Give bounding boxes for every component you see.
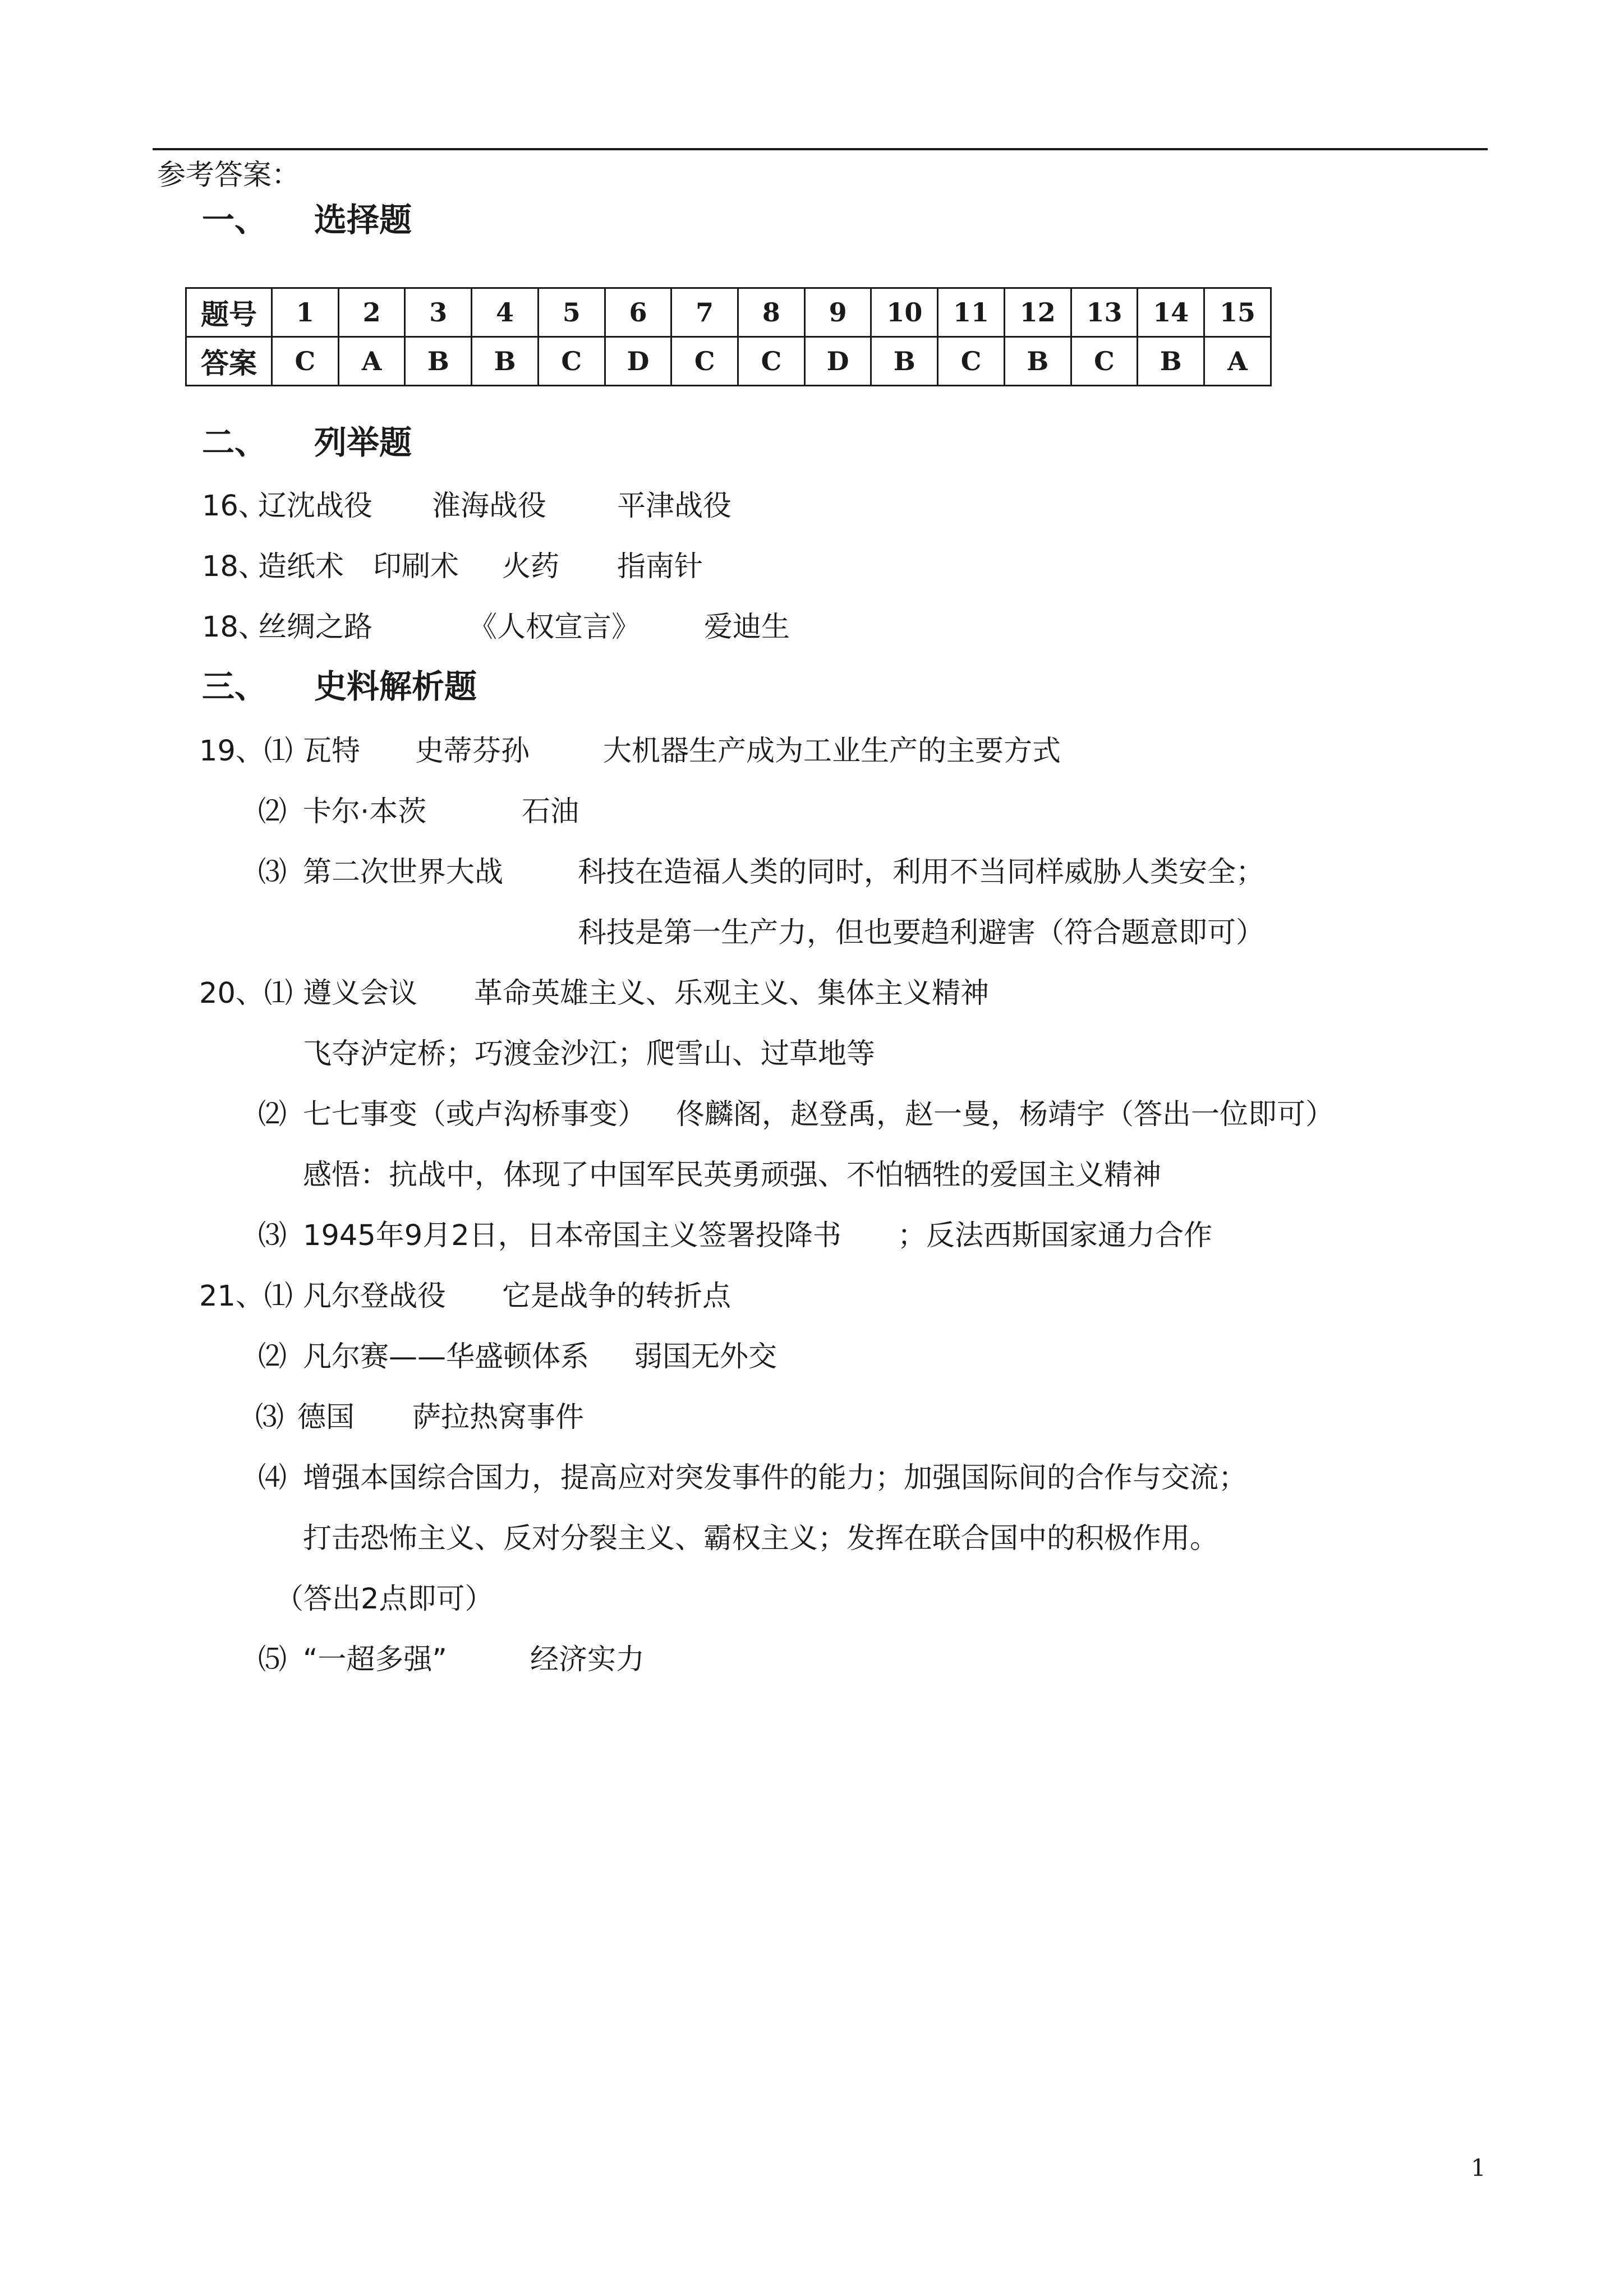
table-cell: C xyxy=(538,337,605,386)
table-cell: 7 xyxy=(671,288,738,337)
table-cell: B xyxy=(472,337,539,386)
section-2-number: 二、 xyxy=(202,423,268,462)
list-item-16-prefix: 16、 xyxy=(202,490,267,523)
q19-2-answer-b: 石油 xyxy=(522,795,579,828)
table-cell: B xyxy=(1004,337,1071,386)
table-cell: 2 xyxy=(338,288,405,337)
list-item-18-prefix: 18、 xyxy=(202,550,267,583)
q19-1-answer-b: 史蒂芬孙 xyxy=(415,735,530,768)
table-cell: 1 xyxy=(272,288,339,337)
q21-4-answer-a: 增强本国综合国力，提高应对突发事件的能力；加强国际间的合作与交流； xyxy=(303,1461,1248,1495)
q19-1-answer-a: 瓦特 xyxy=(303,735,361,768)
q20-1-label: 20、⑴ xyxy=(199,977,293,1010)
q19-1-label: 19、⑴ xyxy=(199,735,293,768)
q21-2-label: ⑵ xyxy=(258,1340,287,1373)
table-cell: D xyxy=(605,337,671,386)
q21-2-answer-b: 弱国无外交 xyxy=(634,1340,778,1373)
table-cell: A xyxy=(1204,337,1271,386)
q21-4-note: （答出2点即可） xyxy=(275,1583,494,1616)
q21-3-label: ⑶ xyxy=(255,1401,284,1434)
header-rule xyxy=(153,148,1488,150)
q19-1-answer-c: 大机器生产成为工业生产的主要方式 xyxy=(603,735,1061,768)
list-item: 淮海战役 xyxy=(432,490,547,523)
table-cell: B xyxy=(405,337,472,386)
table-cell: 5 xyxy=(538,288,605,337)
q19-3-answer-b: 科技在造福人类的同时，利用不当同样威胁人类安全； xyxy=(578,856,1265,889)
table-cell: C xyxy=(938,337,1005,386)
table-cell: C xyxy=(1071,337,1138,386)
table-cell: C xyxy=(738,337,805,386)
table-cell: 14 xyxy=(1138,288,1204,337)
table-cell: 13 xyxy=(1071,288,1138,337)
table-cell: C xyxy=(272,337,339,386)
table-cell: 6 xyxy=(605,288,671,337)
q20-3-label: ⑶ xyxy=(258,1219,287,1252)
section-3-number: 三、 xyxy=(202,667,268,706)
q20-2-answer-b: 佟麟阁，赵登禹，赵一曼，杨靖宇（答出一位即可） xyxy=(676,1098,1335,1131)
table-header-number: 题号 xyxy=(186,288,272,337)
q19-3-label: ⑶ xyxy=(258,856,287,889)
q21-2-answer-a: 凡尔赛——华盛顿体系 xyxy=(303,1340,590,1373)
section-3-title: 史料解析题 xyxy=(314,667,477,706)
list-item: 《人权宣言》 xyxy=(468,611,641,644)
q20-1-answer-a: 遵义会议 xyxy=(303,977,418,1010)
list-item: 爱迪生 xyxy=(704,611,790,644)
table-cell: 4 xyxy=(472,288,539,337)
q19-3-answer-c: 科技是第一生产力，但也要趋利避害（符合题意即可） xyxy=(578,916,1265,949)
q20-1-answer-b: 革命英雄主义、乐观主义、集体主义精神 xyxy=(474,977,990,1010)
q21-4-answer-b: 打击恐怖主义、反对分裂主义、霸权主义；发挥在联合国中的积极作用。 xyxy=(303,1522,1219,1555)
q20-3-answer-a: 1945年9月2日，日本帝国主义签署投降书 xyxy=(303,1219,841,1252)
q21-3-answer-a: 德国 xyxy=(297,1401,355,1434)
q21-4-label: ⑷ xyxy=(258,1461,287,1495)
table-cell: 15 xyxy=(1204,288,1271,337)
table-cell: 12 xyxy=(1004,288,1071,337)
q20-1-answer-c: 飞夺泸定桥；巧渡金沙江；爬雪山、过草地等 xyxy=(303,1038,876,1071)
table-cell: A xyxy=(338,337,405,386)
table-cell: D xyxy=(804,337,871,386)
q20-2-answer-c: 感悟：抗战中，体现了中国军民英勇顽强、不怕牺牲的爱国主义精神 xyxy=(303,1159,1162,1192)
table-cell: 9 xyxy=(804,288,871,337)
section-1-number: 一、 xyxy=(202,201,268,239)
table-row-numbers xyxy=(186,288,1271,337)
table-cell: C xyxy=(671,337,738,386)
q21-3-answer-b: 萨拉热窝事件 xyxy=(412,1401,585,1434)
list-item: 平津战役 xyxy=(617,490,732,523)
list-item: 造纸术 xyxy=(258,550,344,583)
answer-table xyxy=(185,287,1272,386)
table-row-answers xyxy=(186,337,1271,386)
q20-2-answer-a: 七七事变（或卢沟桥事变） xyxy=(303,1098,647,1131)
table-cell: 10 xyxy=(871,288,938,337)
section-2-title: 列举题 xyxy=(314,423,412,462)
list-item: 指南针 xyxy=(617,550,703,583)
q21-5-answer-a: “一超多强” xyxy=(303,1643,447,1676)
q21-1-answer-b: 它是战争的转折点 xyxy=(502,1280,732,1313)
table-cell: B xyxy=(1138,337,1204,386)
answer-key-heading: 参考答案： xyxy=(157,159,301,192)
list-item: 丝绸之路 xyxy=(258,611,373,644)
q19-2-answer-a: 卡尔·本茨 xyxy=(303,795,427,828)
table-cell: 8 xyxy=(738,288,805,337)
q20-2-label: ⑵ xyxy=(258,1098,287,1131)
q21-5-answer-b: 经济实力 xyxy=(530,1643,645,1676)
table-cell: 3 xyxy=(405,288,472,337)
list-item: 辽沈战役 xyxy=(258,490,373,523)
table-cell: 11 xyxy=(938,288,1005,337)
table-header-answer: 答案 xyxy=(186,337,272,386)
page-number: 1 xyxy=(1471,2154,1486,2182)
q20-3-answer-b: ；反法西斯国家通力合作 xyxy=(898,1219,1213,1252)
q21-5-label: ⑸ xyxy=(258,1643,287,1676)
section-1-title: 选择题 xyxy=(314,201,412,239)
q21-1-answer-a: 凡尔登战役 xyxy=(303,1280,447,1313)
list-item-18b-prefix: 18、 xyxy=(202,611,267,644)
table-cell: B xyxy=(871,337,938,386)
q21-1-label: 21、⑴ xyxy=(199,1280,293,1313)
q19-3-answer-a: 第二次世界大战 xyxy=(303,856,504,889)
list-item: 印刷术 xyxy=(373,550,459,583)
list-item: 火药 xyxy=(502,550,560,583)
q19-2-label: ⑵ xyxy=(258,795,287,828)
